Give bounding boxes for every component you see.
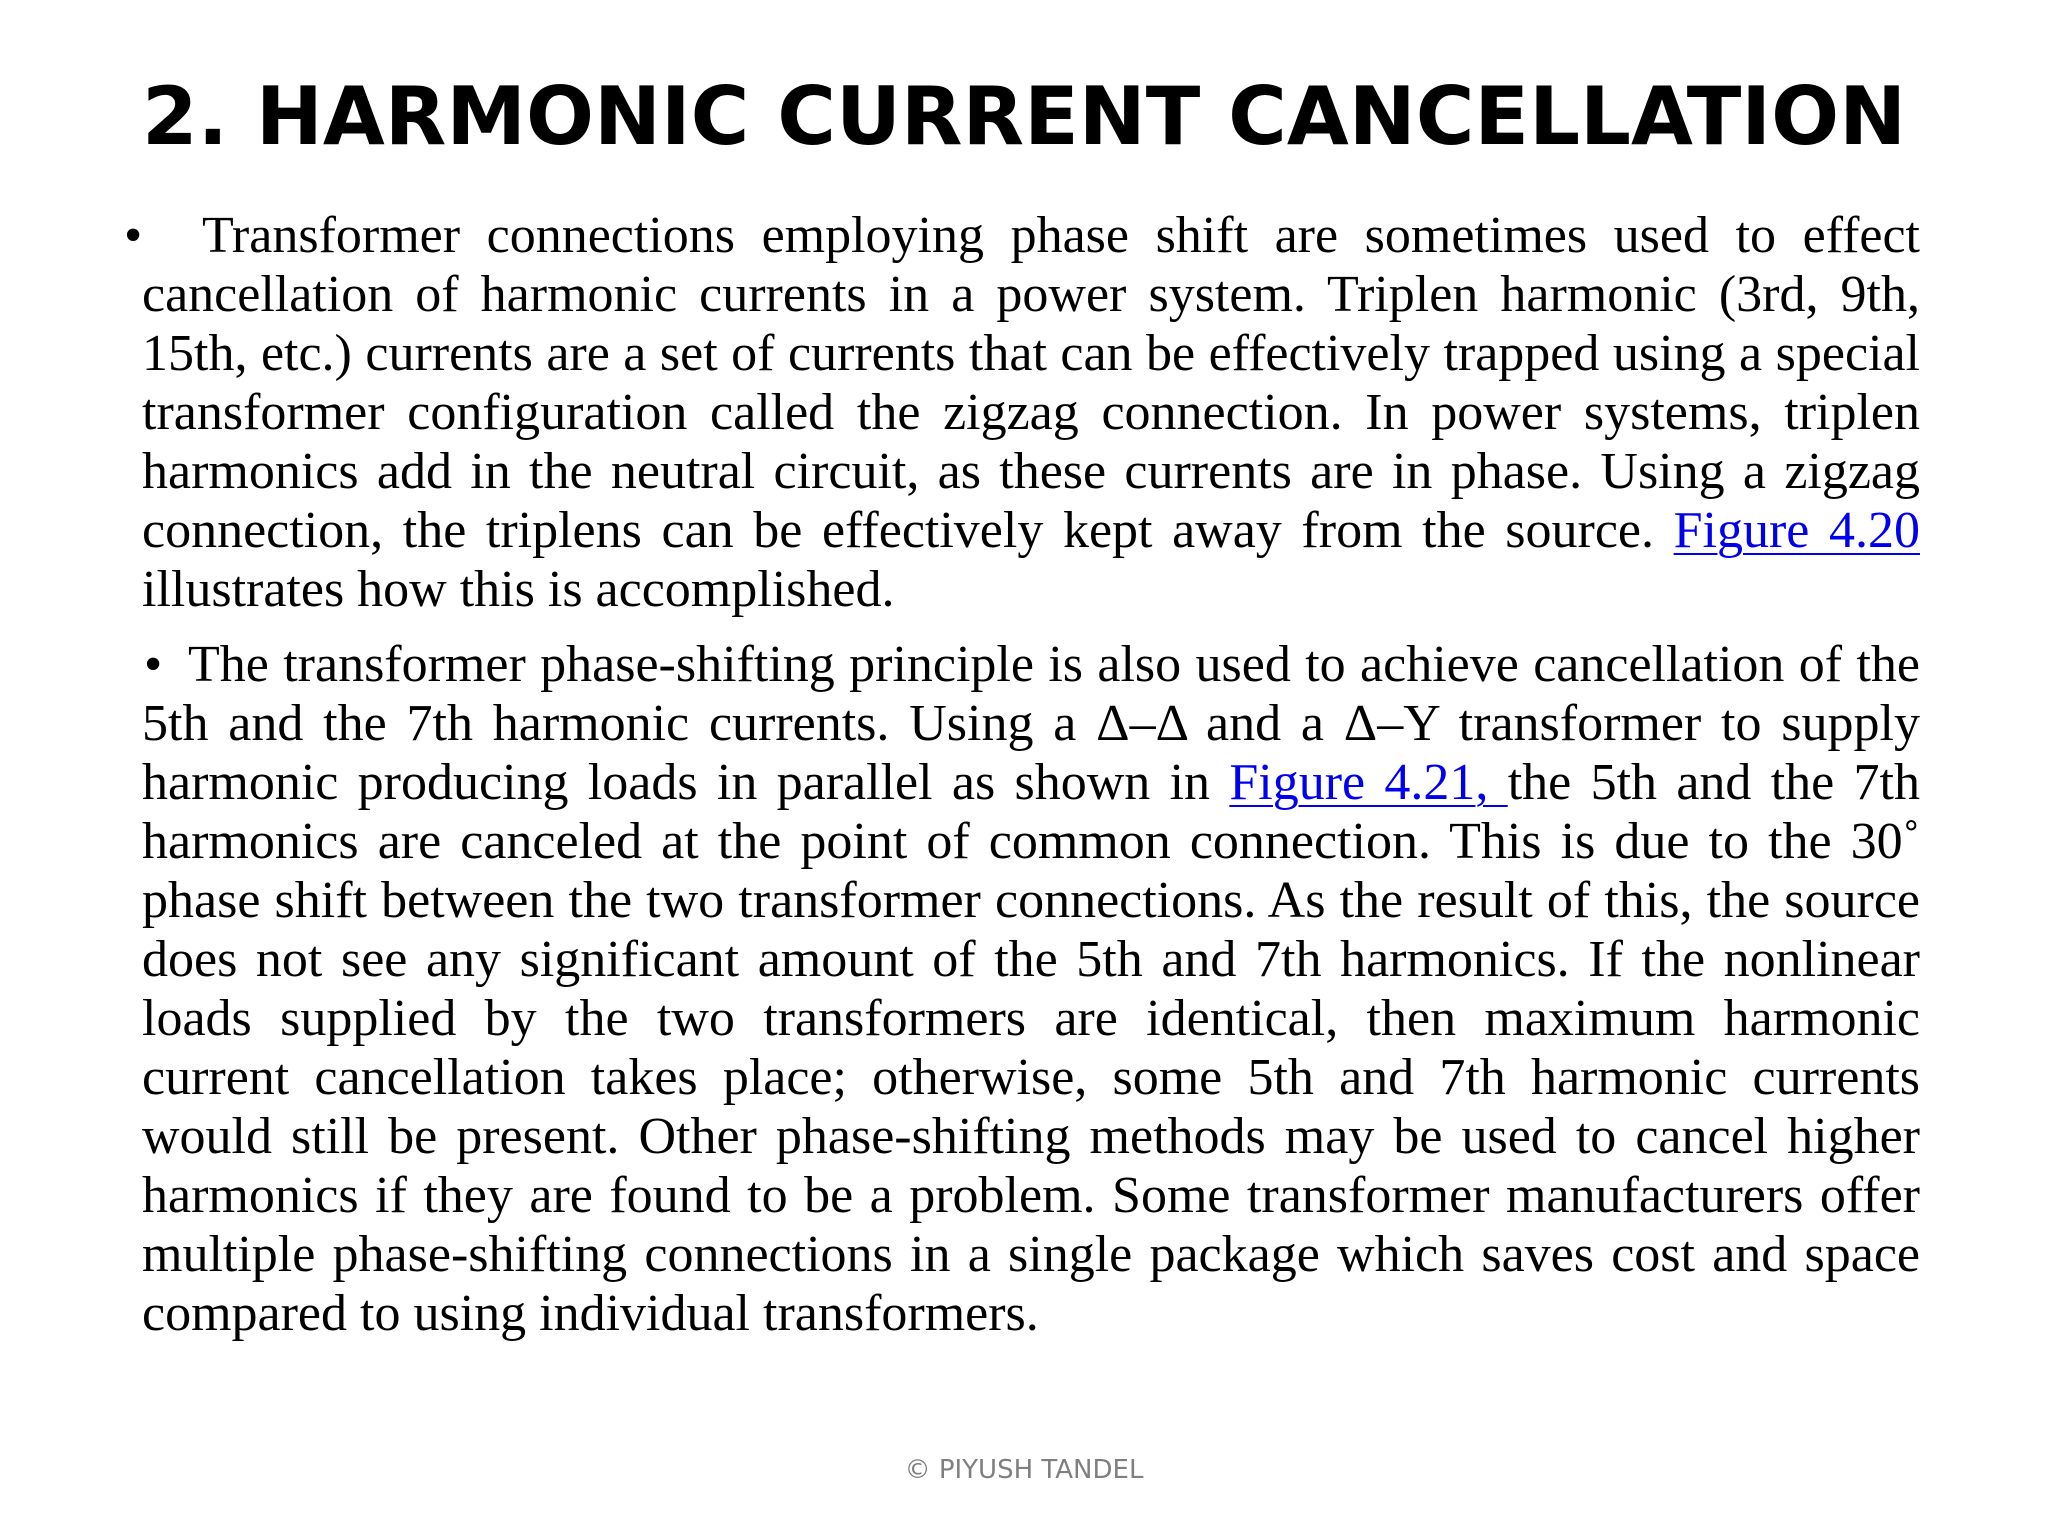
paragraph-text: the 5th and the 7th harmonics are canceled at the point of common connection. This is due to the 30˚ phase shift between the two transformer connections. As the result of this, the source does not see any significant amount of the 5th and 7th harmonics. If the nonlinear loads supplied by the two transformers are identical, then maximum harmonic current cancellation takes place; otherwise, some 5th and 7th harmonic currents would still be present. Other phase-shifting methods may be used to cancel higher harmonics if they are found to be a problem. Some transformer manufacturers offer multiple phase-shifting connections in a single package which saves cost and space compared to using individual transformers. bbox=[142, 754, 1920, 1342]
paragraph-text: The transformer phase-shifting principle is also used to achieve cancellation of the 5th and the 7th harmonic currents. Using a Δ–Δ and a Δ–Y transformer to supply harmonic producing loads in parallel as shown in bbox=[142, 636, 1920, 811]
footer-copyright: © PIYUSH TANDEL bbox=[904, 1455, 1144, 1485]
bullet-icon: • bbox=[144, 636, 163, 693]
slide-title: 2. HARMONIC CURRENT CANCELLATION bbox=[141, 70, 1907, 163]
paragraph-phase-shifting bbox=[140, 635, 1920, 1343]
figure-4-21-link[interactable]: Figure 4.21, bbox=[1229, 754, 1508, 811]
paragraph-text: Transformer connections employing phase shift are sometimes used to effect cancellation of harmonic currents in a power system. Triplen harmonic (3rd, 9th, 15th, etc.) currents are a set of currents that can be effectively trapped using a special transformer configuration called the zigzag connection. In power systems, triplen harmonics add in the neutral circuit, as these currents are in phase. Using a zigzag connection, the triplens can be effectively kept away from the source. bbox=[142, 207, 1920, 559]
bullet-icon: • bbox=[124, 207, 143, 264]
slide-body bbox=[124, 206, 1921, 1343]
paragraph-text: illustrates how this is accomplished. bbox=[142, 561, 895, 618]
figure-4-20-link[interactable]: Figure 4.20 bbox=[1673, 502, 1921, 559]
paragraph-zigzag bbox=[124, 206, 1921, 619]
